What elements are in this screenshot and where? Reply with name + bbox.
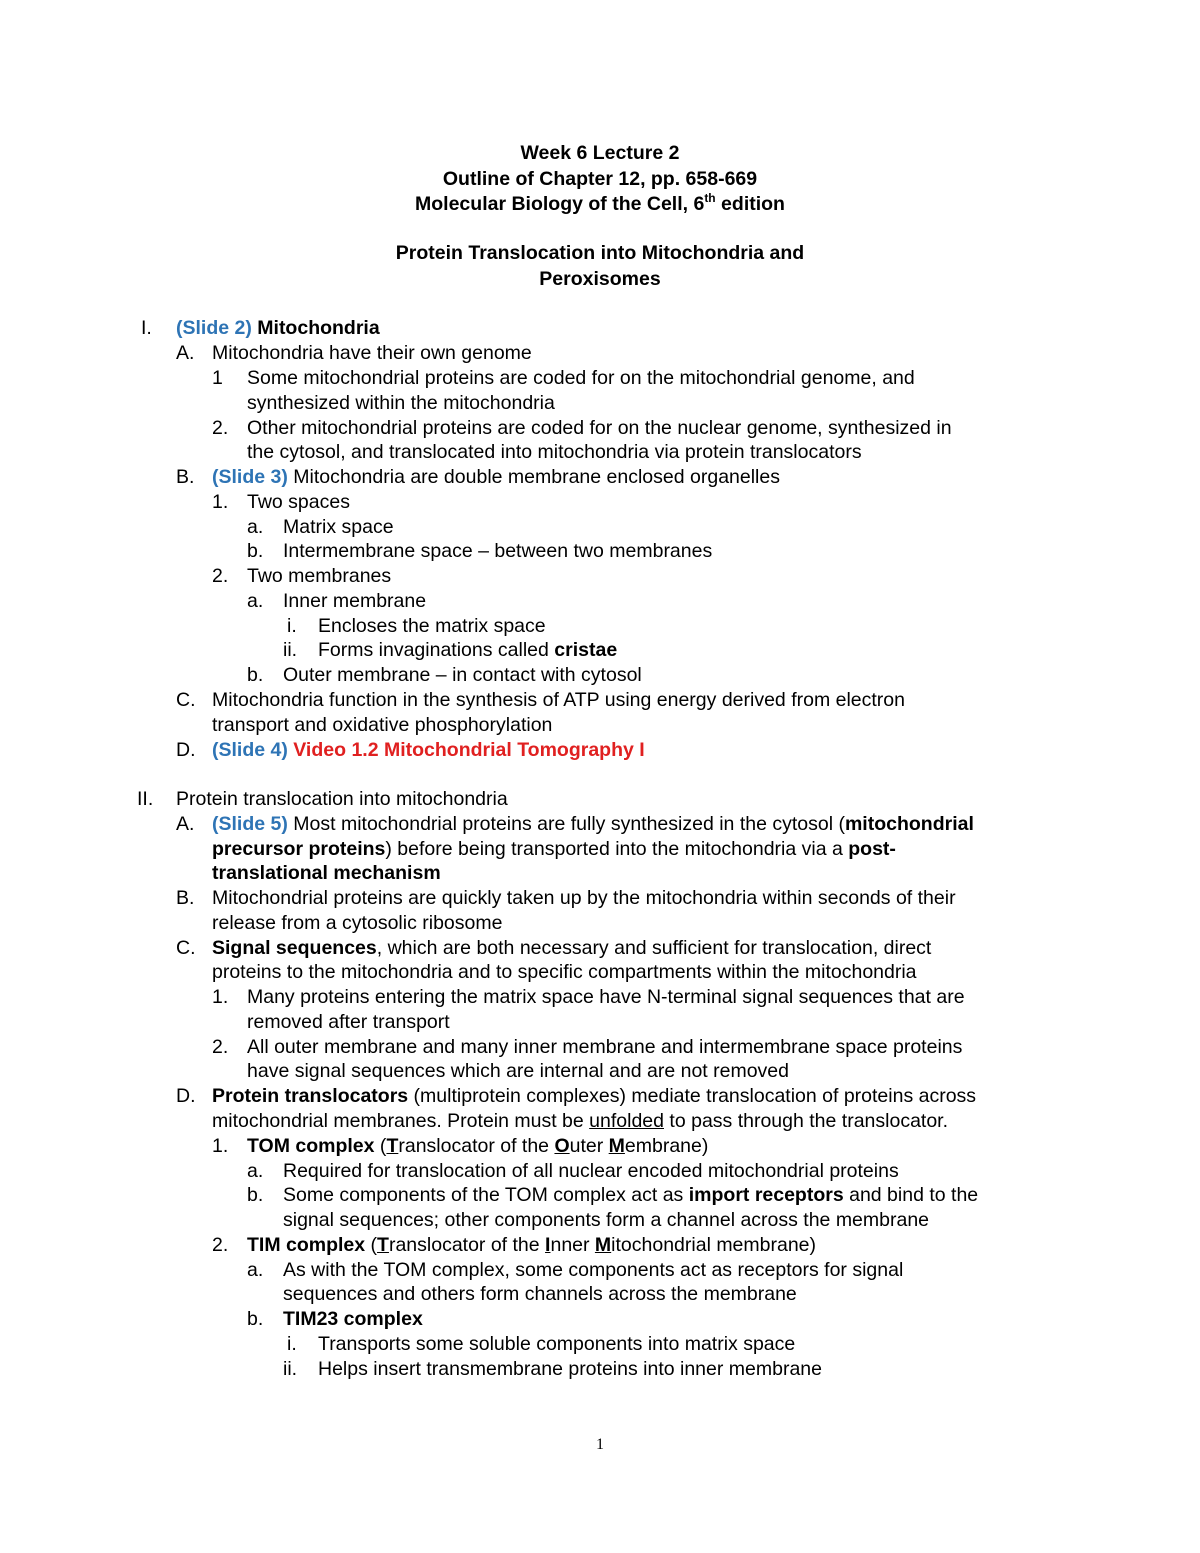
outline-item: proteins to the mitochondria and to specific compartments within the mitochondria (212, 961, 917, 983)
outline-item: translational mechanism (212, 862, 441, 884)
outline-marker: 1. (212, 1135, 229, 1157)
outline-marker: ii. (283, 1358, 298, 1380)
outline-marker: 2. (212, 1036, 229, 1058)
outline-item: release from a cytosolic ribosome (212, 912, 503, 934)
topic-title-line2: Peroxisomes (539, 268, 661, 290)
outline-marker: a. (247, 1160, 264, 1182)
outline-item: precursor proteins) before being transported into the mitochondria via a post- (212, 838, 896, 860)
outline-item: signal sequences; other components form a channel across the membrane (283, 1209, 930, 1231)
book-title: Molecular Biology of the Cell, 6th edition (415, 191, 785, 215)
outline-marker: 2. (212, 417, 229, 439)
outline-marker: A. (176, 342, 195, 364)
outline-item: Encloses the matrix space (318, 615, 546, 637)
outline-item: Many proteins entering the matrix space have N-terminal signal sequences that are (247, 986, 965, 1008)
outline-marker: C. (176, 937, 196, 959)
lecture-title: Week 6 Lecture 2 (520, 142, 680, 164)
outline-marker: b. (247, 540, 264, 562)
outline-item: the cytosol, and translocated into mitochondria via protein translocators (247, 441, 862, 463)
outline-marker: 2. (212, 1234, 229, 1256)
outline-item: Mitochondria function in the synthesis of ATP using energy derived from electron (212, 689, 905, 711)
outline-item: Mitochondria have their own genome (212, 342, 532, 364)
outline-item: (Slide 4) Video 1.2 Mitochondrial Tomography I (212, 739, 645, 761)
outline-item: Mitochondrial proteins are quickly taken up by the mitochondria within seconds of their (212, 887, 956, 909)
outline-marker: b. (247, 1308, 264, 1330)
outline-item: transport and oxidative phosphorylation (212, 714, 553, 736)
outline-marker: i. (287, 615, 297, 637)
outline-item: TIM complex (Translocator of the Inner Mitochondrial membrane) (247, 1234, 817, 1256)
outline-marker: C. (176, 689, 196, 711)
page-number: 1 (596, 1436, 604, 1453)
outline-marker: B. (176, 466, 195, 488)
outline-item: Outer membrane – in contact with cytosol (283, 664, 642, 686)
outline-item: removed after transport (247, 1011, 450, 1033)
outline-item: Two membranes (247, 565, 392, 587)
outline-item: All outer membrane and many inner membrane and intermembrane space proteins (247, 1036, 963, 1058)
outline-item: TIM23 complex (283, 1308, 423, 1330)
outline-item: TOM complex (Translocator of the Outer Membrane) (247, 1135, 709, 1157)
outline-marker: 2. (212, 565, 229, 587)
outline-item: Protein translocators (multiprotein complexes) mediate translocation of proteins across (212, 1085, 977, 1107)
outline-item: Some mitochondrial proteins are coded for on the mitochondrial genome, and (247, 367, 915, 389)
outline-marker: II. (137, 788, 154, 810)
section-heading-mitochondria: (Slide 2) Mitochondria (176, 317, 380, 339)
outline-marker: 1. (212, 986, 229, 1008)
topic-title-line1: Protein Translocation into Mitochondria and (395, 242, 805, 264)
outline-marker: I. (141, 317, 152, 339)
outline-marker: D. (176, 739, 196, 761)
section-heading-protein-translocation: Protein translocation into mitochondria (176, 788, 508, 810)
outline-item: Intermembrane space – between two membranes (283, 540, 713, 562)
outline-marker: 1 (212, 367, 223, 389)
outline-marker: B. (176, 887, 195, 909)
outline-marker: ii. (283, 639, 298, 661)
outline-item: Some components of the TOM complex act as import receptors and bind to the (283, 1184, 979, 1206)
outline-item: Helps insert transmembrane proteins into inner membrane (318, 1358, 822, 1380)
video-reference: Video 1.2 Mitochondrial Tomography I (293, 739, 645, 761)
outline-item: mitochondrial membranes. Protein must be unfolded to pass through the translocator. (212, 1110, 949, 1132)
outline-marker: D. (176, 1085, 196, 1107)
outline-item: Required for translocation of all nuclear encoded mitochondrial proteins (283, 1160, 899, 1182)
outline-marker: A. (176, 813, 195, 835)
outline-item: Other mitochondrial proteins are coded for on the nuclear genome, synthesized in (247, 417, 952, 439)
outline-item: have signal sequences which are internal and are not removed (247, 1060, 790, 1082)
outline-item: (Slide 3) Mitochondria are double membrane enclosed organelles (212, 466, 780, 488)
outline-marker: 1. (212, 491, 229, 513)
outline-item: Two spaces (247, 491, 350, 513)
outline-marker: b. (247, 664, 264, 686)
outline-item: Forms invaginations called cristae (318, 639, 618, 661)
outline-item: Matrix space (283, 516, 394, 538)
outline-item: sequences and others form channels across the membrane (283, 1283, 797, 1305)
outline-marker: a. (247, 1259, 264, 1281)
outline-marker: b. (247, 1184, 264, 1206)
outline-marker: a. (247, 590, 264, 612)
outline-item: Signal sequences, which are both necessary and sufficient for translocation, direct (212, 937, 932, 959)
outline-marker: a. (247, 516, 264, 538)
chapter-outline: Outline of Chapter 12, pp. 658-669 (442, 168, 758, 190)
outline-item: As with the TOM complex, some components act as receptors for signal (283, 1259, 904, 1281)
outline-item: Inner membrane (283, 590, 427, 612)
outline-item: synthesized within the mitochondria (247, 392, 555, 414)
outline-marker: i. (287, 1333, 297, 1355)
outline-item: Transports some soluble components into matrix space (318, 1333, 796, 1355)
outline-item: (Slide 5) Most mitochondrial proteins are fully synthesized in the cytosol (mitochondrial (212, 813, 974, 835)
